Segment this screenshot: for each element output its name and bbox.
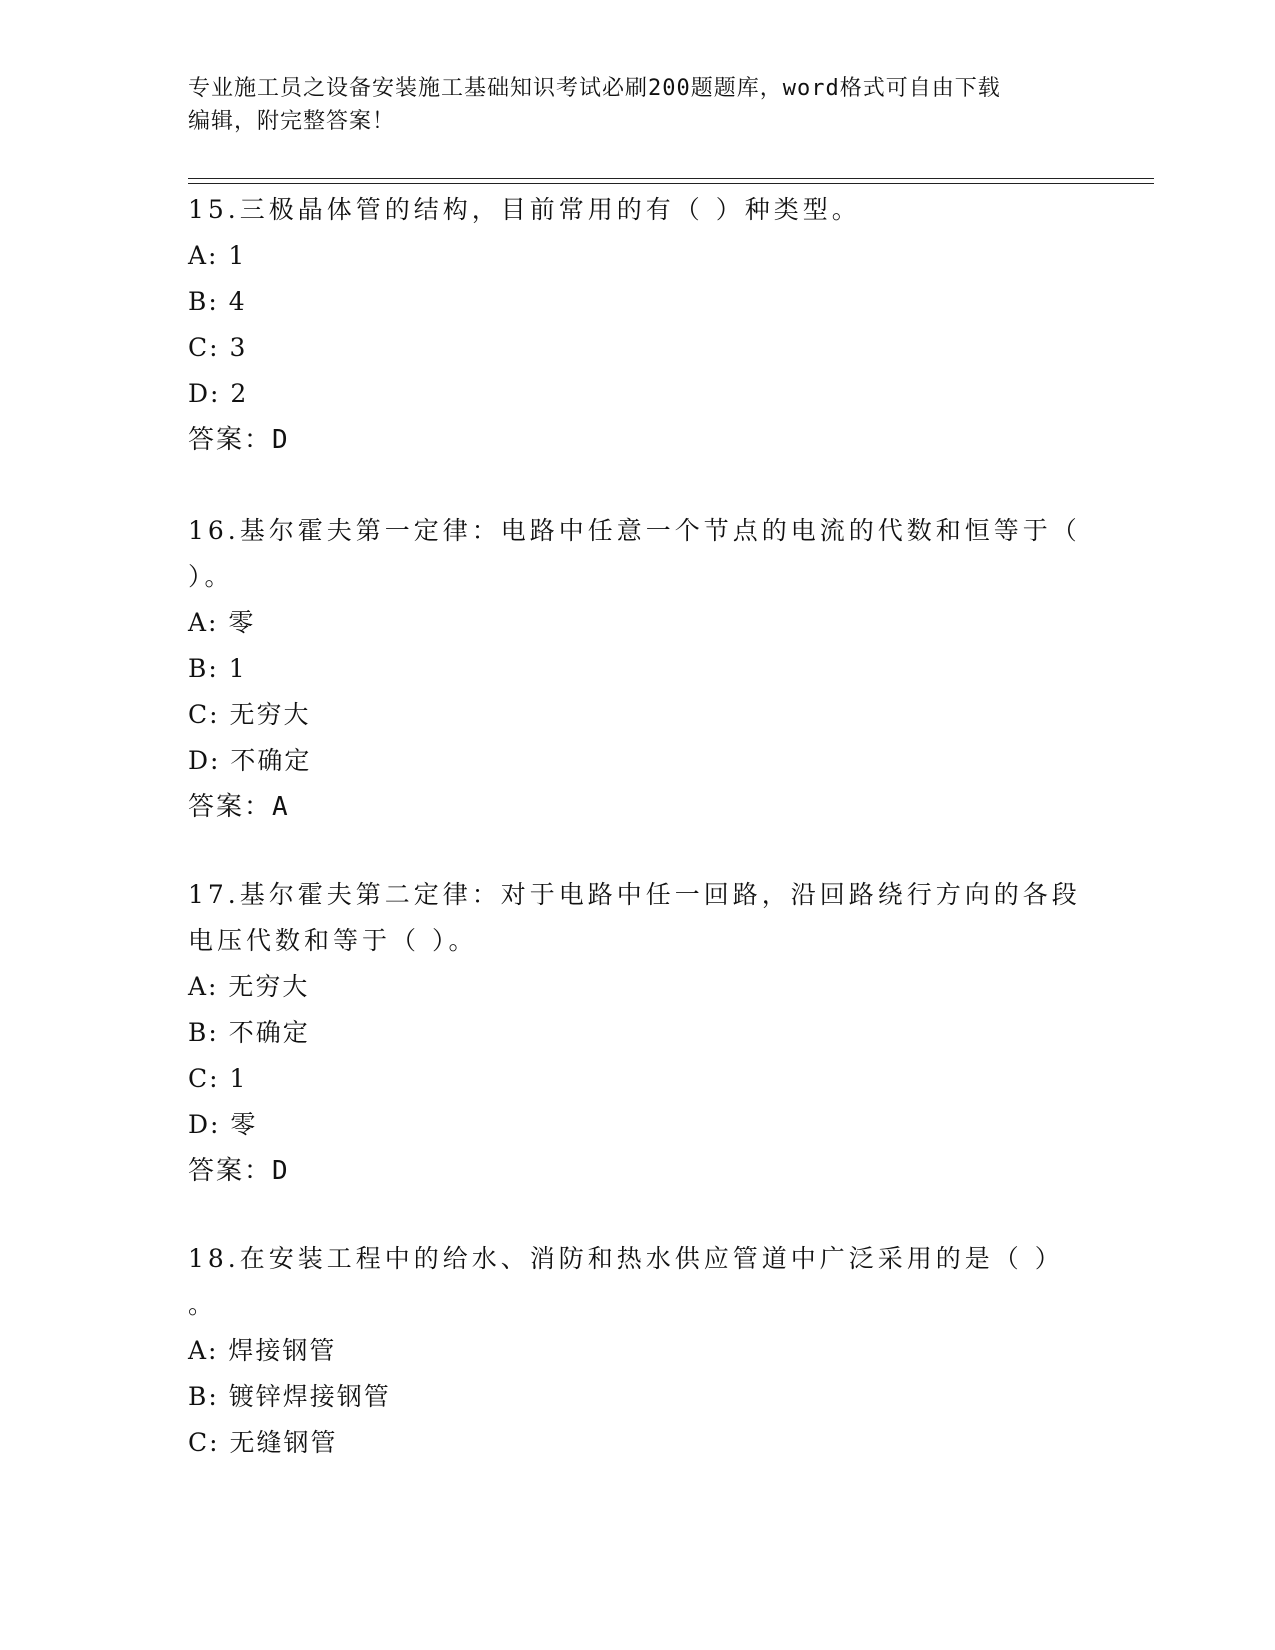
option-b: B: 不确定 [188,1018,310,1047]
question-stem-line-2: 电压代数和等于（ ）。 [188,926,478,955]
option-c: C: 1 [188,1064,248,1093]
option-c: C: 无缝钢管 [188,1428,338,1457]
option-b: B: 镀锌焊接钢管 [188,1382,391,1411]
question-stem-line-2: ）。 [188,562,234,591]
question-stem-line-1: 18.在安装工程中的给水、消防和热水供应管道中广泛采用的是（ ） [188,1244,1064,1273]
question-stem-line-1: 17.基尔霍夫第二定律：对于电路中任一回路，沿回路绕行方向的各段 [188,880,1081,909]
question-16 [188,508,1088,830]
answer-text: 答案：D [188,425,290,455]
option-d: D: 2 [188,379,249,408]
header-divider-bottom [188,183,1154,184]
option-a: A: 零 [188,608,256,637]
question-17 [188,872,1088,1194]
question-15 [188,187,1088,463]
option-d: D: 零 [188,1110,258,1139]
option-c: C: 3 [188,333,248,362]
question-18 [188,1236,1088,1466]
option-b: B: 1 [188,654,247,683]
option-b: B: 4 [188,287,247,316]
header-divider-top [188,178,1154,179]
option-d: D: 不确定 [188,746,312,775]
header-line-2: 编辑，附完整答案！ [188,109,396,134]
answer-text: 答案：D [188,1156,290,1186]
question-stem-line-1: 16.基尔霍夫第一定律：电路中任意一个节点的电流的代数和恒等于（ [188,516,1081,545]
option-c: C: 无穷大 [188,700,311,729]
option-a: A: 无穷大 [188,972,310,1001]
option-a: A: 焊接钢管 [188,1336,337,1365]
option-a: A: 1 [188,241,247,270]
question-stem-line-2: 。 [188,1290,218,1319]
document-header [188,72,1088,138]
question-stem: 15.三极晶体管的结构，目前常用的有（ ）种类型。 [188,195,861,224]
header-line-1: 专业施工员之设备安装施工基础知识考试必刷200题题库，word格式可自由下载 [188,76,1001,101]
answer-text: 答案：A [188,792,290,822]
